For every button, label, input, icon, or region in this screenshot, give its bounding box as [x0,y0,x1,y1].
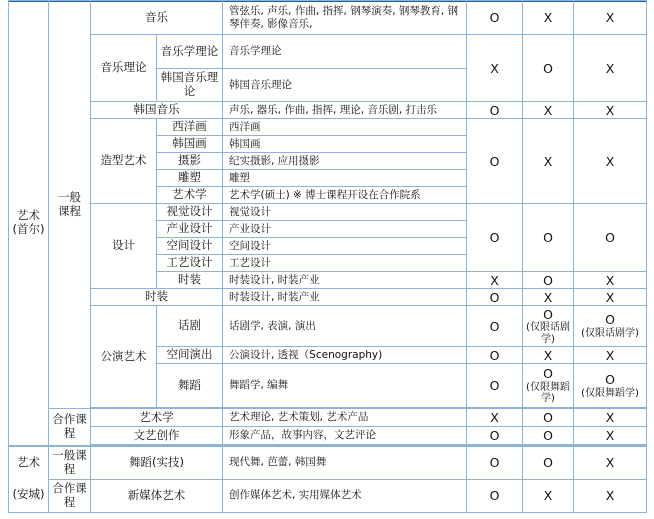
master-mark: O [467,204,523,272]
doctor-mark: X [523,479,574,512]
majors: 视觉设计 [223,204,467,221]
track-coop: 合作课 程 [49,409,91,447]
majors: 时装设计, 时装产业 [223,272,467,289]
doctor-note: (仅限舞蹈学) [526,381,570,405]
integrated-mark: X [574,479,647,512]
dept-name: 工艺设计 [157,255,223,272]
majors: 时装设计, 时装产业 [223,289,467,306]
majors: 空间设计 [223,238,467,255]
integrated-cell [574,364,647,408]
doctor-mark: X [523,347,574,364]
integrated-mark: X [574,289,647,306]
master-mark: O [467,102,523,119]
majors: 现代舞, 芭蕾, 韩国舞 [223,446,467,479]
master-mark: O [467,119,523,204]
dept-name: 时装 [157,272,223,289]
dept-name: 韩国画 [157,136,223,153]
program-table [8,0,647,513]
majors: 公演设计, 透视（Scenography) [223,347,467,364]
group-design: 设计 [91,204,157,289]
master-mark: O [467,427,523,445]
majors: 韩国画 [223,136,467,153]
majors: 形象产品，故事内容，文艺评论 [223,427,467,445]
majors: 音乐学理论 [223,35,467,69]
table-row [9,427,647,445]
dept-name: 话剧 [157,306,223,347]
majors: 韩国音乐理论 [223,69,467,102]
integrated-mark: X [574,119,647,204]
majors: 雕塑 [223,170,467,187]
majors: 艺术理论, 艺术策划, 艺术产品 [223,409,467,427]
doctor-mark: O [543,366,553,382]
integrated-mark: X [574,102,647,119]
group-fine-art: 造型艺术 [91,119,157,204]
dept-name: 新媒体艺术 [91,479,223,512]
doctor-mark: X [523,289,574,306]
table-row [9,289,647,306]
master-mark: O [467,364,523,408]
integrated-note: (仅限舞蹈学) [581,387,639,399]
table-row [9,119,647,136]
majors: 工艺设计 [223,255,467,272]
master-mark: O [467,347,523,364]
majors: 创作媒体艺术, 实用媒体艺术 [223,479,467,512]
doctor-mark: O [523,427,574,445]
integrated-mark: X [574,1,647,35]
doctor-mark: O [523,409,574,427]
dept-name: 舞蹈 [157,364,223,408]
master-mark: O [467,306,523,347]
doctor-mark: O [523,446,574,479]
doctor-mark: O [523,35,574,102]
integrated-mark: O [605,312,615,328]
integrated-mark: X [574,347,647,364]
table-row [9,204,647,221]
majors: 声乐, 器乐, 作曲, 指挥, 理论, 音乐剧, 打击乐 [223,102,467,119]
majors: 管弦乐, 声乐, 作曲, 指挥, 钢琴演奏, 钢琴教育, 钢琴伴奏, 影像音乐, [223,1,467,35]
majors: 西洋画 [223,119,467,136]
master-mark: O [467,479,523,512]
dept-name: 音乐 [91,1,223,35]
campus-anseong-bottom: (安城) [9,479,49,512]
doctor-mark: O [523,272,574,289]
dept-name: 空间设计 [157,238,223,255]
integrated-cell [574,306,647,347]
track-general-anseong: 一般课 程 [49,446,91,479]
campus-seoul: 艺术 (首尔) [9,1,49,447]
table-row [9,409,647,427]
master-mark: O [467,289,523,306]
table-row [9,102,647,119]
dept-name: 产业设计 [157,221,223,238]
integrated-mark: X [574,446,647,479]
majors: 艺术学(硕士) ※ 博士课程开设在合作院系 [223,187,467,204]
master-mark: X [467,35,523,102]
dept-name: 雕塑 [157,170,223,187]
track-general: 一般 课程 [49,1,91,409]
table-row [9,479,647,512]
dept-name: 音乐学理论 [157,35,223,69]
doctor-mark: O [523,204,574,272]
master-mark: X [467,409,523,427]
doctor-mark: X [523,1,574,35]
dept-name: 时装 [91,289,223,306]
table-row [9,306,647,347]
integrated-mark: X [574,427,647,445]
table-row [9,35,647,69]
doctor-mark: X [523,102,574,119]
dept-name: 摄影 [157,153,223,170]
campus-anseong-top: 艺术 [9,446,49,479]
dept-name: 艺术学 [157,187,223,204]
group-performing: 公演艺术 [91,306,157,408]
table-row [9,446,647,479]
integrated-mark: O [605,371,615,387]
majors: 产业设计 [223,221,467,238]
doctor-mark: X [523,119,574,204]
integrated-mark: O [574,204,647,272]
doctor-cell [523,306,574,347]
integrated-mark: X [574,35,647,102]
doctor-note: (仅限话剧学) [526,322,570,345]
master-mark: X [467,272,523,289]
majors: 纪实摄影, 应用摄影 [223,153,467,170]
master-mark: O [467,446,523,479]
integrated-note: (仅限话剧学) [581,328,639,340]
dept-name: 韩国音乐理论 [157,69,223,102]
table-row [9,1,647,35]
majors: 舞蹈学, 编舞 [223,364,467,408]
track-coop-anseong: 合作课 程 [49,479,91,512]
dept-name: 艺术学 [91,409,223,427]
integrated-mark: X [574,272,647,289]
dept-name: 舞蹈(实技) [91,446,223,479]
dept-name: 文艺创作 [91,427,223,445]
master-mark: O [467,1,523,35]
doctor-cell [523,364,574,408]
dept-name: 视觉设计 [157,204,223,221]
dept-name: 韩国音乐 [91,102,223,119]
doctor-mark: O [543,306,553,322]
group-music-theory: 音乐理论 [91,35,157,102]
majors: 话剧学, 表演, 演出 [223,306,467,347]
integrated-mark: X [574,409,647,427]
dept-name: 空间演出 [157,347,223,364]
dept-name: 西洋画 [157,119,223,136]
